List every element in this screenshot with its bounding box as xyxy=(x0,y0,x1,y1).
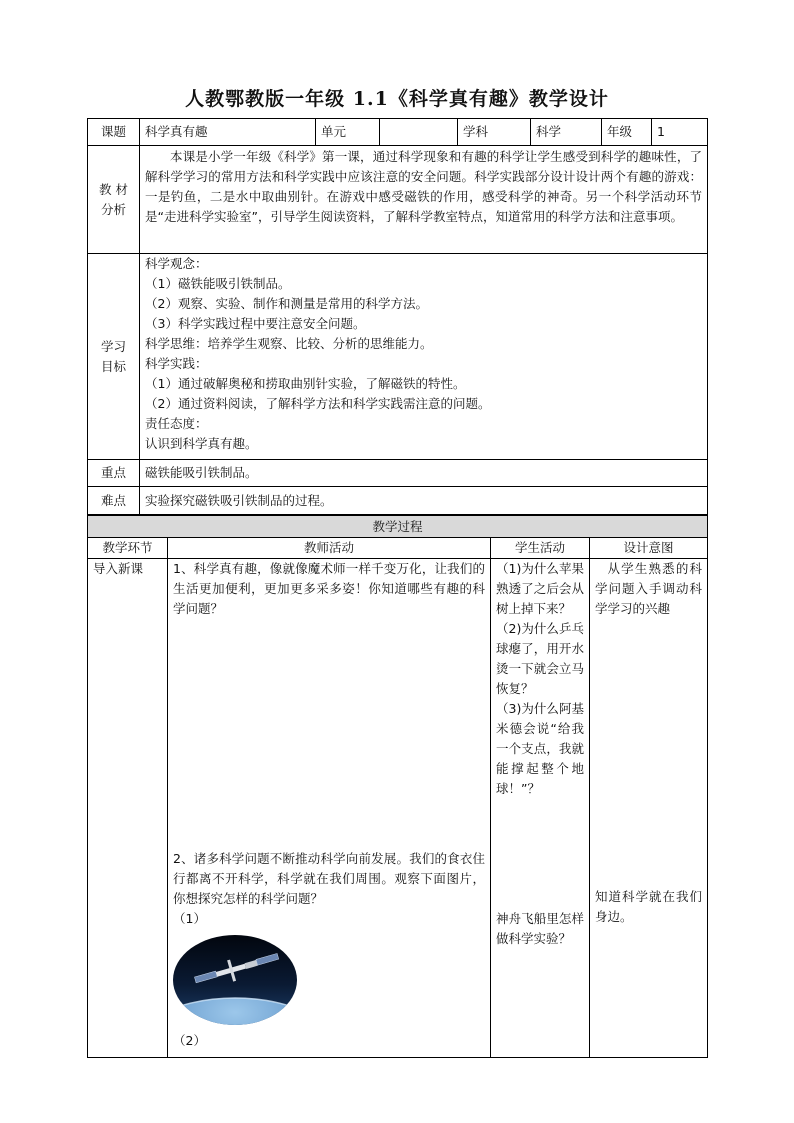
key-point-row xyxy=(88,460,708,487)
course-value: 科学真有趣 xyxy=(140,119,316,146)
analysis-label: 教 材 分析 xyxy=(88,146,140,254)
space-station-image xyxy=(173,935,297,1025)
goal-line: （1）磁铁能吸引铁制品。 xyxy=(145,276,291,291)
teaching-process-table xyxy=(87,515,708,1058)
teacher-activity-cell xyxy=(168,559,491,1058)
column-header-stage: 教学环节 xyxy=(88,538,168,559)
difficulty-label: 难点 xyxy=(88,487,140,515)
column-header-student: 学生活动 xyxy=(491,538,590,559)
difficulty-row xyxy=(88,487,708,515)
design-intent-1: 从学生熟悉的科学问题入手调动科学学习的兴趣 xyxy=(595,561,703,616)
stage-cell: 导入新课 xyxy=(88,559,168,1058)
goal-line: （3）科学实践过程中要注意安全问题。 xyxy=(145,316,366,331)
student-question-1: （1)为什么苹果熟透了之后会从树上掉下来？ xyxy=(496,561,584,616)
key-point-text: 磁铁能吸引铁制品。 xyxy=(140,460,708,487)
process-row-intro xyxy=(88,559,708,1058)
design-intent-cell xyxy=(590,559,708,1058)
analysis-text: 本课是小学一年级《科学》第一课，通过科学现象和有趣的科学让学生感受到科学的趣味性，了解科学学习的常用方法和科学实践中应该注意的安全问题。科学实践部分设计设计两个有趣的游戏：一是钓鱼，二是水中取曲别针。在游戏中感受磁铁的作用，感受科学的神奇。另一个科学活动环节是“走进科学实验室”，引导学生阅读资料，了解科学教室特点，知道常用的科学方法和注意事项。 xyxy=(140,146,708,254)
teacher-activity-1: 1、科学真有趣，像就像魔术师一样千变万化，让我们的生活更加便利，更加更多采多姿！你知道哪些有趣的科学问题？ xyxy=(173,561,485,616)
column-header-teacher: 教师活动 xyxy=(168,538,491,559)
analysis-row xyxy=(88,146,708,254)
space-station-illustration xyxy=(173,935,297,1025)
process-header: 教学过程 xyxy=(88,516,708,538)
goals-content xyxy=(140,254,708,460)
figure-label-1: （1） xyxy=(173,911,206,926)
design-intent-2: 知道科学就在我们身边。 xyxy=(595,889,703,924)
student-question-3: （3)为什么阿基米德会说“给我一个支点，我就能撑起整个地球！”？ xyxy=(496,701,584,796)
subject-value: 科学 xyxy=(531,119,602,146)
grade-label: 年级 xyxy=(602,119,652,146)
goal-line: 科学实践： xyxy=(145,356,208,371)
process-header-row xyxy=(88,516,708,538)
goal-line: 责任态度： xyxy=(145,416,208,431)
key-point-label: 重点 xyxy=(88,460,140,487)
student-activity-cell xyxy=(491,559,590,1058)
student-question-2: （2)为什么乒乓球瘪了，用开水烫一下就会立马恢复？ xyxy=(496,621,584,696)
goals-label: 学习 目标 xyxy=(88,254,140,460)
course-basic-row xyxy=(88,119,708,146)
goals-row xyxy=(88,254,708,460)
student-question-4: 神舟飞船里怎样做科学实验？ xyxy=(496,911,584,946)
subject-label: 学科 xyxy=(458,119,531,146)
goal-line: 科学思维：培养学生观察、比较、分析的思维能力。 xyxy=(145,336,433,351)
goal-line: （2）观察、实验、制作和测量是常用的科学方法。 xyxy=(145,296,428,311)
figure-label-2: （2） xyxy=(173,1033,206,1048)
goal-line: 认识到科学真有趣。 xyxy=(145,436,258,451)
goal-line: （2）通过资料阅读，了解科学方法和科学实践需注意的问题。 xyxy=(145,396,491,411)
document-title: 人教鄂教版一年级 1.1《科学真有趣》教学设计 xyxy=(185,88,609,110)
goal-line: 科学观念： xyxy=(145,256,208,271)
difficulty-text: 实验探究磁铁吸引铁制品的过程。 xyxy=(140,487,708,515)
unit-label: 单元 xyxy=(316,119,380,146)
teacher-activity-2: 2、诸多科学问题不断推动科学向前发展。我们的食衣住行都离不开科学，科学就在我们周围。观察下面图片，你想探究怎样的科学问题？ xyxy=(173,851,485,906)
column-header-intent: 设计意图 xyxy=(590,538,708,559)
unit-value xyxy=(380,119,458,146)
course-info-table xyxy=(87,118,708,515)
process-column-row xyxy=(88,538,708,559)
grade-value: 1 xyxy=(652,119,708,146)
goal-line: （1）通过破解奥秘和捞取曲别针实验，了解磁铁的特性。 xyxy=(145,376,466,391)
course-label: 课题 xyxy=(88,119,140,146)
